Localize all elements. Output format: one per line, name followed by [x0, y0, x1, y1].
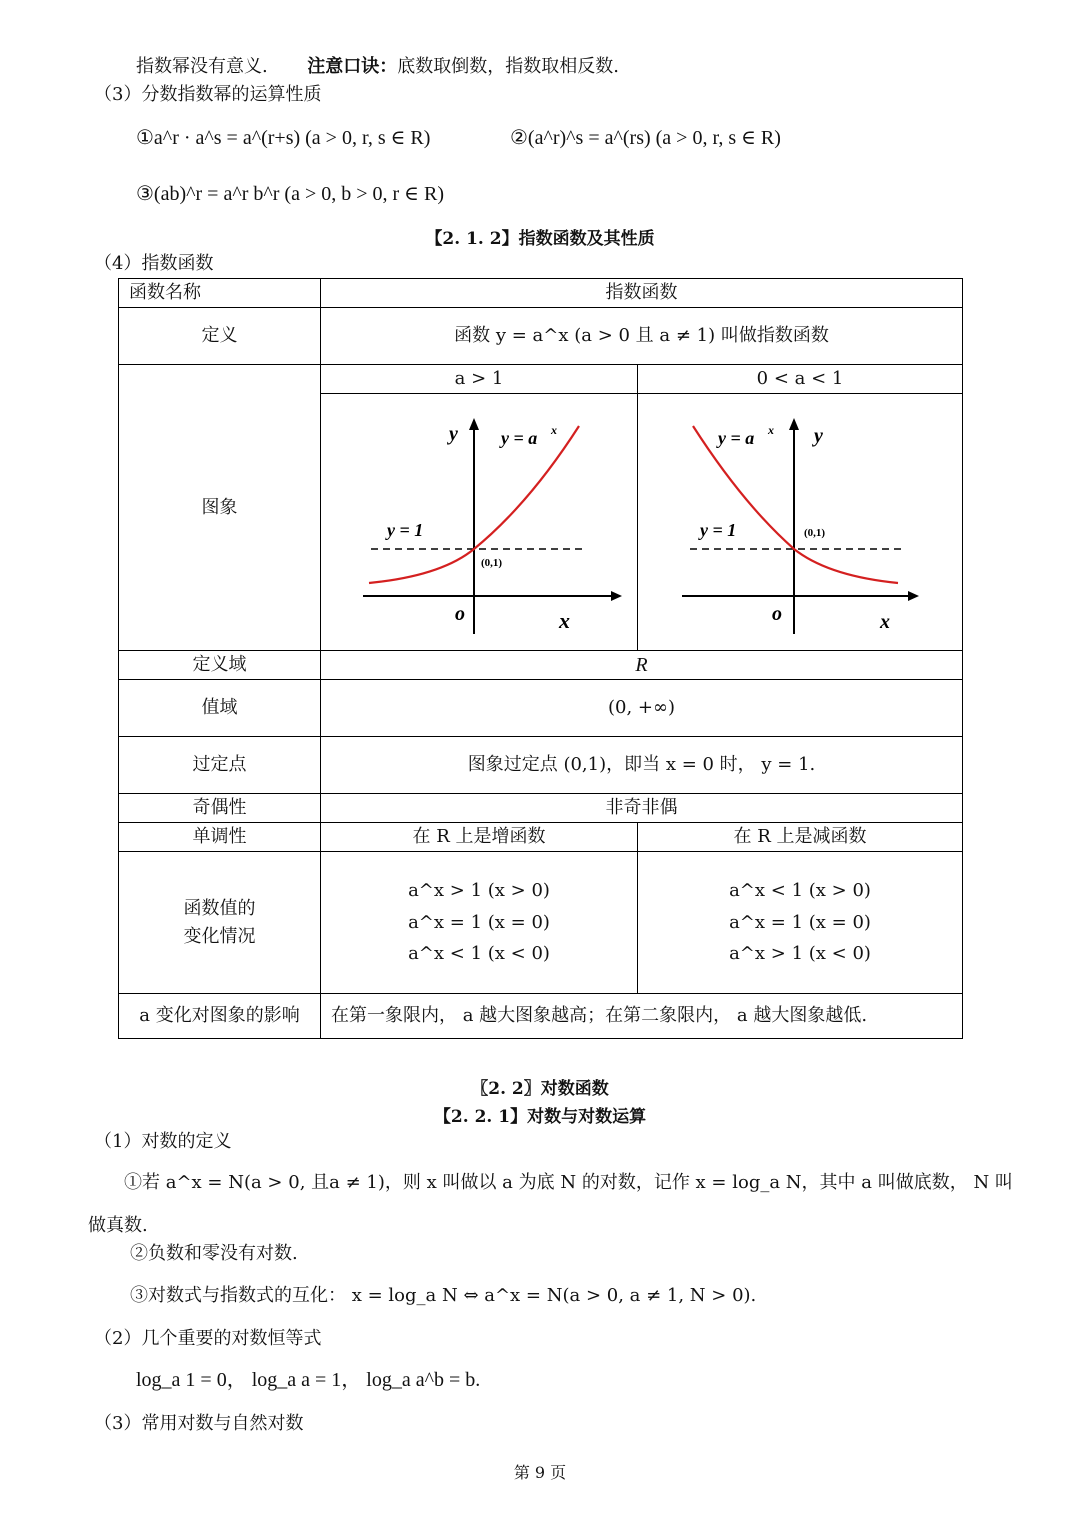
monotonicity-decreasing: 在 R 上是减函数: [638, 823, 963, 852]
definition-row: [119, 308, 963, 365]
change-increasing-1: a^x > 1 (x > 0): [408, 880, 550, 902]
change-increasing-2: a^x = 1 (x = 0): [408, 911, 550, 933]
header-exponential-function: 指数函数: [321, 279, 963, 308]
parity-value: 非奇非偶: [321, 794, 963, 823]
domain-label: 定义域: [119, 651, 321, 680]
log-definition-1-cont: 做真数.: [88, 1215, 148, 1236]
change-decreasing-1: a^x < 1 (x > 0): [729, 880, 871, 902]
mnemonic-label: 注意口诀：: [307, 56, 398, 77]
graph-increasing-cell: [321, 394, 638, 651]
monotonicity-increasing: 在 R 上是增函数: [321, 823, 638, 852]
effect-value: 在第一象限内， a 越大图象越高；在第二象限内， a 越大图象越低.: [321, 994, 963, 1039]
section-4-title: （4）指数函数: [94, 253, 214, 274]
x-axis-arrow: [908, 591, 919, 601]
value-change-decreasing: [638, 852, 963, 994]
x-axis-arrow: [611, 591, 622, 601]
log-definition-3: ③对数式与指数式的互化： x = log_a N ⇔ a^x = N(a > 0, a ≠ 1, N > 0).: [130, 1285, 757, 1306]
heading-2-1-2: 【2. 1. 2】指数函数及其性质: [425, 229, 655, 249]
intro-line: [136, 56, 619, 78]
range-value: (0, +∞): [321, 680, 963, 737]
graph-decreasing: [638, 394, 962, 650]
intro-text: 指数幂没有意义.: [136, 56, 268, 77]
property-1: ①a^r · a^s = a^(r+s) (a > 0, r, s ∈ R): [136, 127, 431, 149]
log-definition-1: ①若 a^x = N(a > 0, 且a ≠ 1)，则 x 叫做以 a 为底 N 的对数，记作 x = log_a N，其中 a 叫做底数， N 叫: [124, 1172, 1013, 1193]
parity-row: [119, 794, 963, 823]
change-decreasing-3: a^x > 1 (x < 0): [729, 943, 871, 965]
curve-label: y = a: [501, 428, 538, 448]
log-definition-title: （1）对数的定义: [94, 1131, 232, 1152]
header-function-name: 函数名称: [119, 279, 321, 308]
log-definition-2: ②负数和零没有对数.: [130, 1243, 298, 1264]
y-equals-1-label: y = 1: [387, 520, 424, 540]
value-change-increasing: [321, 852, 638, 994]
y-axis-arrow: [789, 418, 799, 430]
y-equals-1-label: y = 1: [700, 520, 737, 540]
domain-row: [119, 651, 963, 680]
curve-label-exponent: x: [768, 423, 774, 437]
exponential-function-table: [118, 278, 963, 1039]
fixed-point-label: 过定点: [119, 737, 321, 794]
parity-label: 奇偶性: [119, 794, 321, 823]
table-header-row: [119, 279, 963, 308]
domain-value: R: [321, 651, 963, 680]
mnemonic-text: 底数取倒数，指数取相反数.: [397, 56, 619, 77]
graph-increasing: [321, 394, 637, 650]
effect-row: [119, 994, 963, 1039]
heading-2-2-1: 【2. 2. 1】对数与对数运算: [433, 1107, 647, 1127]
value-change-row: [119, 852, 963, 994]
common-log-title: （3）常用对数与自然对数: [94, 1413, 304, 1434]
log-identities: log_a 1 = 0， log_a a = 1， log_a a^b = b.: [136, 1369, 481, 1391]
effect-label: a 变化对图象的影响: [119, 994, 321, 1039]
monotonicity-label: 单调性: [119, 823, 321, 852]
log-identities-title: （2）几个重要的对数恒等式: [94, 1328, 322, 1349]
fixed-point-row: [119, 737, 963, 794]
case-a-less-1: 0 < a < 1: [638, 365, 963, 394]
monotonicity-row: [119, 823, 963, 852]
y-axis-label: y: [814, 425, 823, 447]
y-axis-label: y: [449, 423, 458, 445]
x-axis-label: x: [880, 611, 890, 633]
graph-decreasing-cell: [638, 394, 963, 651]
fixed-point-value: 图象过定点 (0,1)，即当 x = 0 时， y = 1.: [321, 737, 963, 794]
origin-label: o: [455, 603, 465, 625]
curve-label-exponent: x: [551, 423, 557, 437]
origin-label: o: [772, 603, 782, 625]
x-axis-label: x: [559, 608, 570, 633]
decreasing-curve: [693, 426, 898, 583]
page-number: 第 9 页: [513, 1463, 567, 1482]
range-label: 值域: [119, 680, 321, 737]
range-row: [119, 680, 963, 737]
change-decreasing-2: a^x = 1 (x = 0): [729, 911, 871, 933]
point-0-1-label: (0,1): [804, 527, 826, 539]
graph-case-row: [119, 365, 963, 394]
value-change-label-line1: 函数值的: [183, 897, 256, 919]
section-3-title: （3）分数指数幂的运算性质: [94, 84, 322, 105]
definition-label: 定义: [119, 308, 321, 365]
definition-value: 函数 y = a^x (a > 0 且 a ≠ 1) 叫做指数函数: [321, 308, 963, 365]
point-0-1-label: (0,1): [481, 557, 503, 569]
heading-2-2: 〖2. 2〗对数函数: [471, 1079, 609, 1099]
y-axis-arrow: [469, 418, 479, 430]
value-change-label: [119, 852, 321, 994]
curve-label: y = a: [718, 428, 755, 448]
change-increasing-3: a^x < 1 (x < 0): [408, 943, 550, 965]
case-a-greater-1: a > 1: [321, 365, 638, 394]
property-2: ②(a^r)^s = a^(rs) (a > 0, r, s ∈ R): [510, 127, 781, 149]
value-change-label-line2: 变化情况: [183, 925, 256, 947]
property-3: ③(ab)^r = a^r b^r (a > 0, b > 0, r ∈ R): [136, 183, 444, 205]
graph-label: 图象: [119, 365, 321, 651]
